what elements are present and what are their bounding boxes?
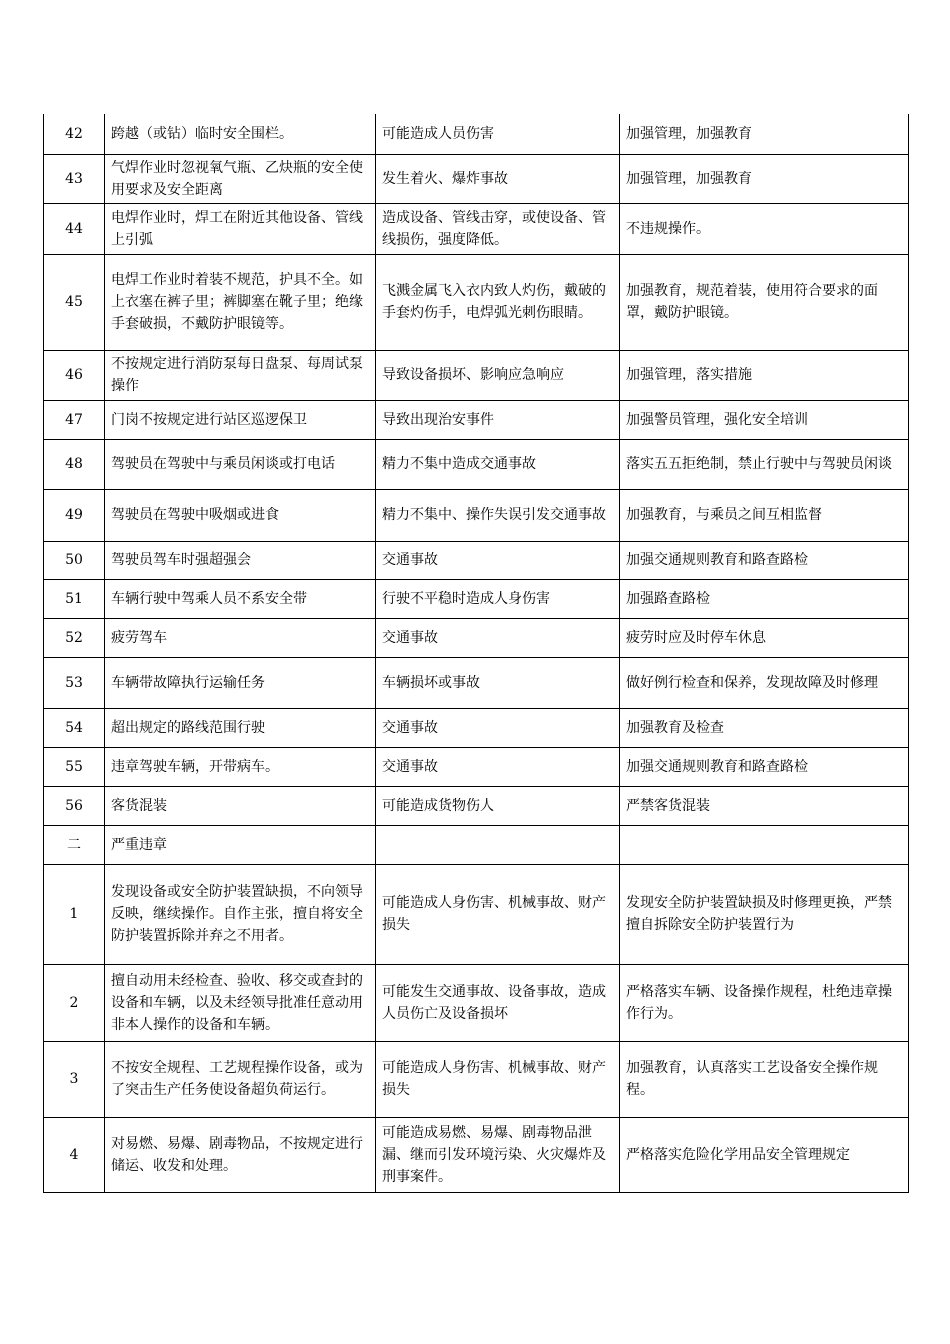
violation-behavior: 门岗不按规定进行站区巡逻保卫 — [105, 400, 376, 439]
section-number: 二 — [44, 825, 105, 864]
section-header-row — [44, 825, 909, 864]
row-number: 50 — [44, 541, 105, 579]
possible-consequence: 行驶不平稳时造成人身伤害 — [376, 579, 620, 618]
control-measure: 加强交通规则教育和路查路检 — [620, 541, 909, 579]
control-measure: 做好例行检查和保养，发现故障及时修理 — [620, 657, 909, 708]
control-measure: 加强教育，认真落实工艺设备安全操作规程。 — [620, 1041, 909, 1117]
table-row — [44, 1041, 909, 1117]
table-row — [44, 154, 909, 203]
row-number: 43 — [44, 154, 105, 203]
row-number: 44 — [44, 203, 105, 254]
violation-behavior: 擅自动用未经检查、验收、移交或查封的设备和车辆，以及未经领导批准任意动用非本人操作的设备和车辆。 — [105, 964, 376, 1041]
row-number: 54 — [44, 708, 105, 747]
possible-consequence: 精力不集中、操作失误引发交通事故 — [376, 489, 620, 541]
control-measure: 落实五五拒绝制，禁止行驶中与驾驶员闲谈 — [620, 439, 909, 489]
possible-consequence: 可能造成货物伤人 — [376, 786, 620, 825]
possible-consequence: 交通事故 — [376, 618, 620, 657]
violation-behavior: 驾驶员在驾驶中与乘员闲谈或打电话 — [105, 439, 376, 489]
control-measure: 加强管理，加强教育 — [620, 114, 909, 154]
violation-behavior: 发现设备或安全防护装置缺损，不向领导反映，继续操作。自作主张，擅自将安全防护装置拆除并弃之不用者。 — [105, 864, 376, 964]
row-number: 49 — [44, 489, 105, 541]
control-measure: 疲劳时应及时停车休息 — [620, 618, 909, 657]
row-number: 2 — [44, 964, 105, 1041]
table-row — [44, 350, 909, 400]
possible-consequence: 发生着火、爆炸事故 — [376, 154, 620, 203]
violation-behavior: 违章驾驶车辆，开带病车。 — [105, 747, 376, 786]
control-measure: 严格落实危险化学用品安全管理规定 — [620, 1117, 909, 1192]
violation-behavior: 对易燃、易爆、剧毒物品，不按规定进行储运、收发和处理。 — [105, 1117, 376, 1192]
row-number: 47 — [44, 400, 105, 439]
row-number: 45 — [44, 254, 105, 350]
violation-behavior: 不按规定进行消防泵每日盘泵、每周试泵操作 — [105, 350, 376, 400]
possible-consequence: 车辆损坏或事故 — [376, 657, 620, 708]
table-row — [44, 489, 909, 541]
possible-consequence: 导致设备损坏、影响应急响应 — [376, 350, 620, 400]
row-number: 4 — [44, 1117, 105, 1192]
section-title: 严重违章 — [105, 825, 376, 864]
possible-consequence: 导致出现治安事件 — [376, 400, 620, 439]
table-row — [44, 203, 909, 254]
table-row — [44, 1117, 909, 1192]
violation-behavior: 客货混装 — [105, 786, 376, 825]
possible-consequence — [376, 825, 620, 864]
control-measure — [620, 825, 909, 864]
row-number: 1 — [44, 864, 105, 964]
violation-behavior: 驾驶员驾车时强超强会 — [105, 541, 376, 579]
possible-consequence: 可能造成人员伤害 — [376, 114, 620, 154]
violation-risk-table — [43, 114, 909, 1193]
control-measure: 加强教育，与乘员之间互相监督 — [620, 489, 909, 541]
table-row — [44, 254, 909, 350]
possible-consequence: 精力不集中造成交通事故 — [376, 439, 620, 489]
row-number: 52 — [44, 618, 105, 657]
control-measure: 加强管理，落实措施 — [620, 350, 909, 400]
violation-behavior: 车辆行驶中驾乘人员不系安全带 — [105, 579, 376, 618]
row-number: 42 — [44, 114, 105, 154]
row-number: 48 — [44, 439, 105, 489]
table-row — [44, 657, 909, 708]
possible-consequence: 可能造成人身伤害、机械事故、财产损失 — [376, 1041, 620, 1117]
row-number: 55 — [44, 747, 105, 786]
row-number: 3 — [44, 1041, 105, 1117]
table-row — [44, 708, 909, 747]
table-row — [44, 864, 909, 964]
table-row — [44, 439, 909, 489]
control-measure: 加强路查路检 — [620, 579, 909, 618]
violation-behavior: 车辆带故障执行运输任务 — [105, 657, 376, 708]
control-measure: 加强管理，加强教育 — [620, 154, 909, 203]
violation-behavior: 超出规定的路线范围行驶 — [105, 708, 376, 747]
violation-behavior: 驾驶员在驾驶中吸烟或进食 — [105, 489, 376, 541]
control-measure: 加强教育，规范着装，使用符合要求的面罩，戴防护眼镜。 — [620, 254, 909, 350]
row-number: 56 — [44, 786, 105, 825]
violation-behavior: 跨越（或钻）临时安全围栏。 — [105, 114, 376, 154]
possible-consequence: 交通事故 — [376, 747, 620, 786]
possible-consequence: 交通事故 — [376, 708, 620, 747]
table-row — [44, 747, 909, 786]
table-row — [44, 400, 909, 439]
violation-behavior: 电焊工作业时着装不规范，护具不全。如上衣塞在裤子里；裤脚塞在靴子里；绝缘手套破损，不戴防护眼镜等。 — [105, 254, 376, 350]
control-measure: 不违规操作。 — [620, 203, 909, 254]
table-row — [44, 114, 909, 154]
row-number: 51 — [44, 579, 105, 618]
control-measure: 加强教育及检查 — [620, 708, 909, 747]
row-number: 46 — [44, 350, 105, 400]
control-measure: 严格落实车辆、设备操作规程，杜绝违章操作行为。 — [620, 964, 909, 1041]
possible-consequence: 可能发生交通事故、设备事故，造成人员伤亡及设备损坏 — [376, 964, 620, 1041]
table-row — [44, 541, 909, 579]
table-row — [44, 618, 909, 657]
table-row — [44, 579, 909, 618]
control-measure: 加强警员管理，强化安全培训 — [620, 400, 909, 439]
possible-consequence: 飞溅金属飞入衣内致人灼伤，戴破的手套灼伤手，电焊弧光刺伤眼睛。 — [376, 254, 620, 350]
possible-consequence: 可能造成易燃、易爆、剧毒物品泄漏、继而引发环境污染、火灾爆炸及刑事案件。 — [376, 1117, 620, 1192]
violation-behavior: 不按安全规程、工艺规程操作设备，或为了突击生产任务使设备超负荷运行。 — [105, 1041, 376, 1117]
possible-consequence: 交通事故 — [376, 541, 620, 579]
violation-behavior: 疲劳驾车 — [105, 618, 376, 657]
table-row — [44, 786, 909, 825]
possible-consequence: 造成设备、管线击穿，或使设备、管线损伤，强度降低。 — [376, 203, 620, 254]
control-measure: 加强交通规则教育和路查路检 — [620, 747, 909, 786]
violation-behavior: 气焊作业时忽视氧气瓶、乙炔瓶的安全使用要求及安全距离 — [105, 154, 376, 203]
control-measure: 严禁客货混装 — [620, 786, 909, 825]
possible-consequence: 可能造成人身伤害、机械事故、财产损失 — [376, 864, 620, 964]
control-measure: 发现安全防护装置缺损及时修理更换，严禁擅自拆除安全防护装置行为 — [620, 864, 909, 964]
row-number: 53 — [44, 657, 105, 708]
violation-behavior: 电焊作业时，焊工在附近其他设备、管线上引弧 — [105, 203, 376, 254]
table-row — [44, 964, 909, 1041]
